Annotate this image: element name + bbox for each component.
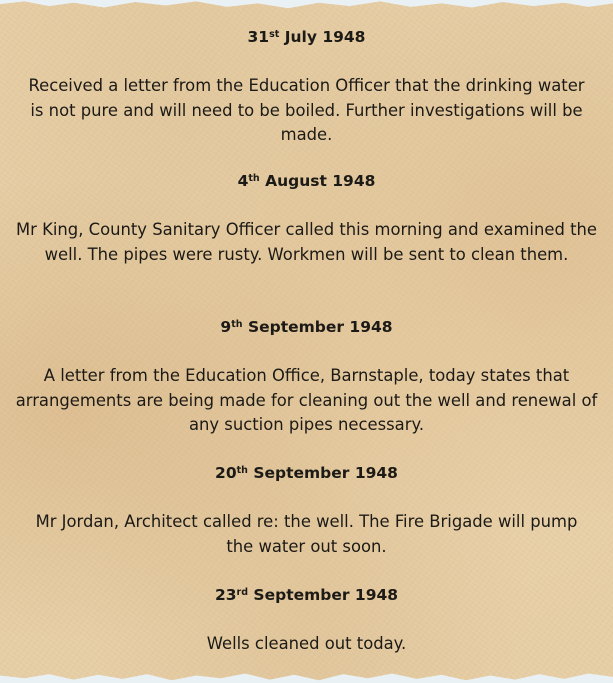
logbook-entry — [0, 170, 613, 316]
entry-text: A letter from the Education Office, Barnstaple, today states that arrangements are being made for cleaning out the well and renewal of any suction pipes necessary. — [15, 366, 598, 434]
logbook-entry — [0, 316, 613, 462]
entry-text: Mr King, County Sanitary Officer called this morning and examined the well. The pipes were rusty. Workmen will be sent to clean them. — [16, 220, 597, 264]
logbook-entry — [0, 462, 613, 584]
entry-date: 31st July 1948 — [247, 28, 366, 46]
entry-text: Mr Jordan, Architect called re: the well. The Fire Brigade will pump the water out soon. — [35, 512, 578, 556]
entry-date: 9th September 1948 — [220, 318, 393, 336]
entry-text: Wells cleaned out today. — [206, 634, 407, 653]
logbook-entry — [0, 584, 613, 657]
entry-date: 20th September 1948 — [215, 464, 398, 482]
logbook-entries — [0, 26, 613, 657]
entry-date: 23rd September 1948 — [214, 586, 399, 604]
entry-text: Received a letter from the Education Officer that the drinking water is not pure and will need to be boiled. Further investigations will be made. — [28, 76, 585, 144]
entry-date: 4th August 1948 — [237, 172, 376, 190]
logbook-entry — [0, 26, 613, 170]
